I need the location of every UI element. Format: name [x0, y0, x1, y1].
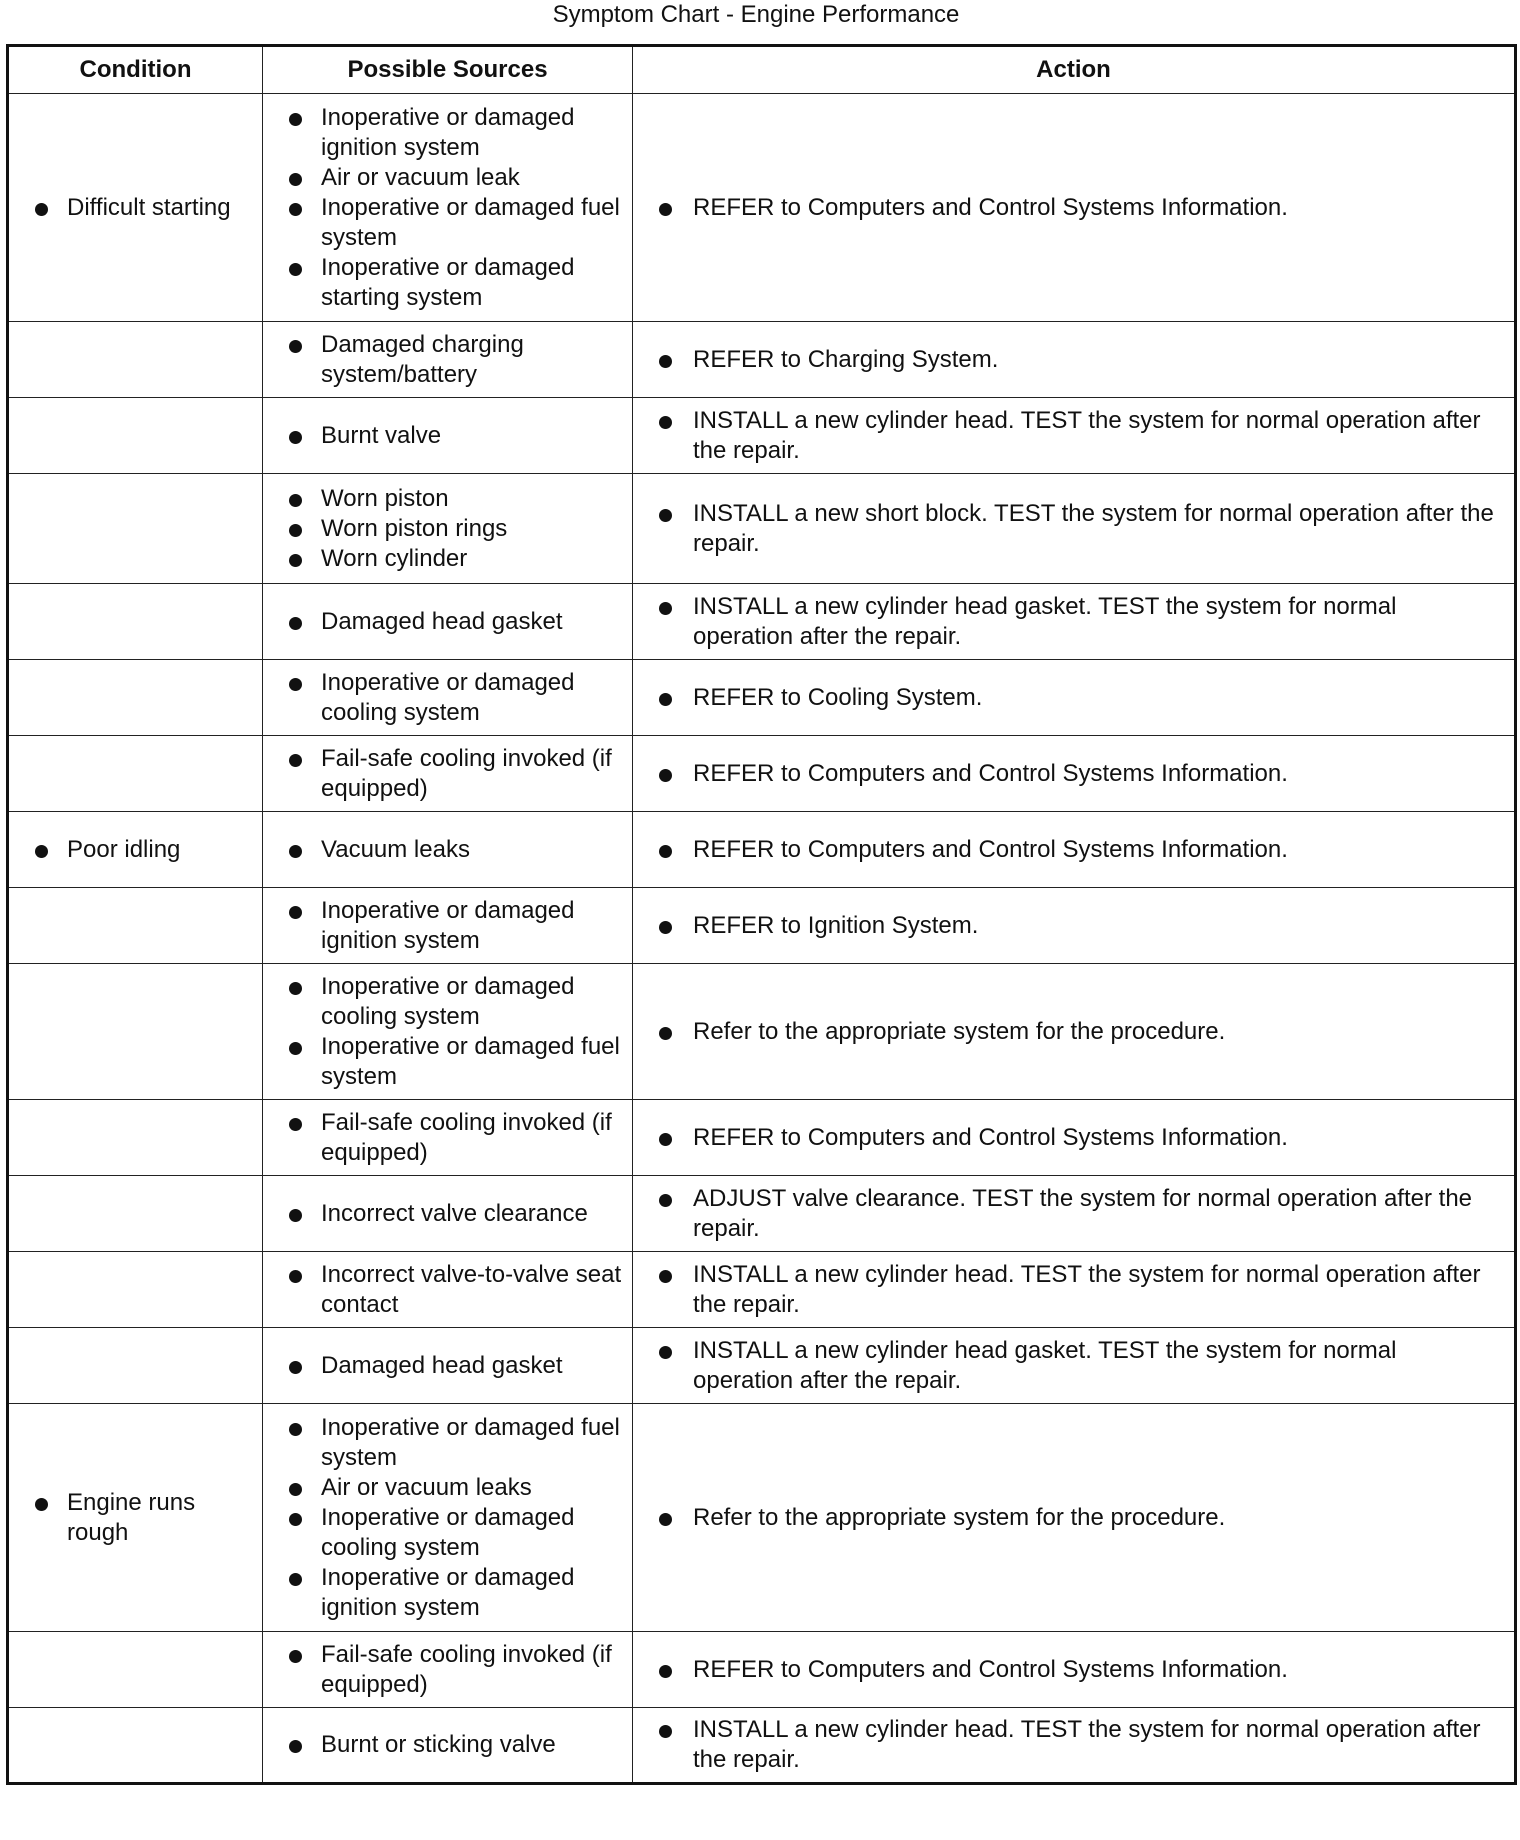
condition-text: Poor idling	[9, 835, 262, 865]
source-item: Worn piston rings	[263, 514, 632, 544]
table-row	[8, 1632, 1516, 1708]
source-item: Damaged charging system/battery	[263, 330, 632, 390]
action-text: REFER to Computers and Control Systems Information.	[633, 759, 1514, 789]
table-row	[8, 398, 1516, 474]
source-item: Vacuum leaks	[263, 835, 632, 865]
action-text: INSTALL a new cylinder head. TEST the system for normal operation after the repair.	[633, 406, 1514, 466]
action-text: Refer to the appropriate system for the procedure.	[633, 1503, 1514, 1533]
table-row	[8, 736, 1516, 812]
source-item: Inoperative or damaged ignition system	[263, 1563, 632, 1623]
header-condition: Condition	[8, 46, 263, 94]
action-cell	[633, 322, 1516, 398]
table-row	[8, 888, 1516, 964]
condition-cell	[8, 888, 263, 964]
action-text: REFER to Computers and Control Systems Information.	[633, 1655, 1514, 1685]
table-row	[8, 1252, 1516, 1328]
source-item: Inoperative or damaged cooling system	[263, 972, 632, 1032]
condition-cell	[8, 736, 263, 812]
action-text: Refer to the appropriate system for the procedure.	[633, 1017, 1514, 1047]
condition-cell	[8, 398, 263, 474]
possible-sources-cell	[263, 1708, 633, 1784]
action-cell	[633, 1328, 1516, 1404]
table-row	[8, 660, 1516, 736]
possible-sources-cell	[263, 888, 633, 964]
source-item: Inoperative or damaged fuel system	[263, 1032, 632, 1092]
source-item: Incorrect valve-to-valve seat contact	[263, 1260, 632, 1320]
action-cell	[633, 812, 1516, 888]
condition-cell	[8, 94, 263, 322]
source-item: Damaged head gasket	[263, 1351, 632, 1381]
action-cell	[633, 736, 1516, 812]
source-item: Inoperative or damaged cooling system	[263, 668, 632, 728]
source-item: Fail-safe cooling invoked (if equipped)	[263, 744, 632, 804]
source-item: Inoperative or damaged starting system	[263, 253, 632, 313]
source-item: Air or vacuum leak	[263, 163, 632, 193]
table-row	[8, 584, 1516, 660]
action-cell	[633, 1176, 1516, 1252]
action-text: REFER to Computers and Control Systems Information.	[633, 193, 1514, 223]
condition-cell	[8, 1404, 263, 1632]
possible-sources-cell	[263, 736, 633, 812]
condition-cell	[8, 1328, 263, 1404]
action-text: REFER to Computers and Control Systems Information.	[633, 835, 1514, 865]
action-cell	[633, 964, 1516, 1100]
action-cell	[633, 1404, 1516, 1632]
condition-cell	[8, 1252, 263, 1328]
header-possible-sources: Possible Sources	[263, 46, 633, 94]
possible-sources-cell	[263, 1632, 633, 1708]
source-item: Incorrect valve clearance	[263, 1199, 632, 1229]
condition-text: Engine runs rough	[9, 1488, 262, 1548]
table-row	[8, 94, 1516, 322]
action-text: REFER to Computers and Control Systems Information.	[633, 1123, 1514, 1153]
table-body	[8, 94, 1516, 1784]
condition-cell	[8, 584, 263, 660]
source-item: Inoperative or damaged fuel system	[263, 193, 632, 253]
condition-cell	[8, 474, 263, 584]
source-item: Burnt valve	[263, 421, 632, 451]
header-action: Action	[633, 46, 1516, 94]
source-item: Air or vacuum leaks	[263, 1473, 632, 1503]
possible-sources-cell	[263, 1100, 633, 1176]
source-item: Inoperative or damaged fuel system	[263, 1413, 632, 1473]
possible-sources-cell	[263, 322, 633, 398]
table-row	[8, 1176, 1516, 1252]
possible-sources-cell	[263, 1176, 633, 1252]
action-cell	[633, 584, 1516, 660]
action-text: INSTALL a new cylinder head gasket. TEST the system for normal operation after the repair.	[633, 1336, 1514, 1396]
table-row	[8, 1328, 1516, 1404]
possible-sources-cell	[263, 94, 633, 322]
condition-cell	[8, 1708, 263, 1784]
action-cell	[633, 1252, 1516, 1328]
action-text: REFER to Charging System.	[633, 345, 1514, 375]
condition-cell	[8, 1100, 263, 1176]
action-cell	[633, 660, 1516, 736]
source-item: Worn piston	[263, 484, 632, 514]
action-text: ADJUST valve clearance. TEST the system for normal operation after the repair.	[633, 1184, 1514, 1244]
action-text: INSTALL a new cylinder head. TEST the system for normal operation after the repair.	[633, 1715, 1514, 1775]
action-text: REFER to Ignition System.	[633, 911, 1514, 941]
table-row	[8, 812, 1516, 888]
action-text: INSTALL a new cylinder head. TEST the system for normal operation after the repair.	[633, 1260, 1514, 1320]
possible-sources-cell	[263, 474, 633, 584]
source-item: Fail-safe cooling invoked (if equipped)	[263, 1108, 632, 1168]
action-cell	[633, 888, 1516, 964]
table-row	[8, 322, 1516, 398]
table-row	[8, 1404, 1516, 1632]
source-item: Inoperative or damaged ignition system	[263, 103, 632, 163]
possible-sources-cell	[263, 398, 633, 474]
possible-sources-cell	[263, 1328, 633, 1404]
table-row	[8, 964, 1516, 1100]
action-cell	[633, 1100, 1516, 1176]
source-item: Inoperative or damaged ignition system	[263, 896, 632, 956]
condition-cell	[8, 964, 263, 1100]
source-item: Inoperative or damaged cooling system	[263, 1503, 632, 1563]
action-cell	[633, 398, 1516, 474]
table-row	[8, 1100, 1516, 1176]
action-cell	[633, 474, 1516, 584]
source-item: Worn cylinder	[263, 544, 632, 574]
action-text: INSTALL a new cylinder head gasket. TEST the system for normal operation after the repair.	[633, 592, 1514, 652]
condition-cell	[8, 1632, 263, 1708]
condition-cell	[8, 1176, 263, 1252]
page-title: Symptom Chart - Engine Performance	[552, 1, 960, 28]
source-item: Burnt or sticking valve	[263, 1730, 632, 1760]
action-text: INSTALL a new short block. TEST the system for normal operation after the repair.	[633, 499, 1514, 559]
source-item: Damaged head gasket	[263, 607, 632, 637]
table-row	[8, 1708, 1516, 1784]
action-cell	[633, 1632, 1516, 1708]
possible-sources-cell	[263, 1404, 633, 1632]
possible-sources-cell	[263, 660, 633, 736]
possible-sources-cell	[263, 1252, 633, 1328]
possible-sources-cell	[263, 964, 633, 1100]
condition-cell	[8, 322, 263, 398]
table-row	[8, 474, 1516, 584]
condition-cell	[8, 660, 263, 736]
symptom-table	[6, 44, 1517, 1785]
action-text: REFER to Cooling System.	[633, 683, 1514, 713]
header-row	[8, 46, 1516, 94]
action-cell	[633, 94, 1516, 322]
condition-cell	[8, 812, 263, 888]
possible-sources-cell	[263, 584, 633, 660]
possible-sources-cell	[263, 812, 633, 888]
action-cell	[633, 1708, 1516, 1784]
condition-text: Difficult starting	[9, 193, 262, 223]
source-item: Fail-safe cooling invoked (if equipped)	[263, 1640, 632, 1700]
